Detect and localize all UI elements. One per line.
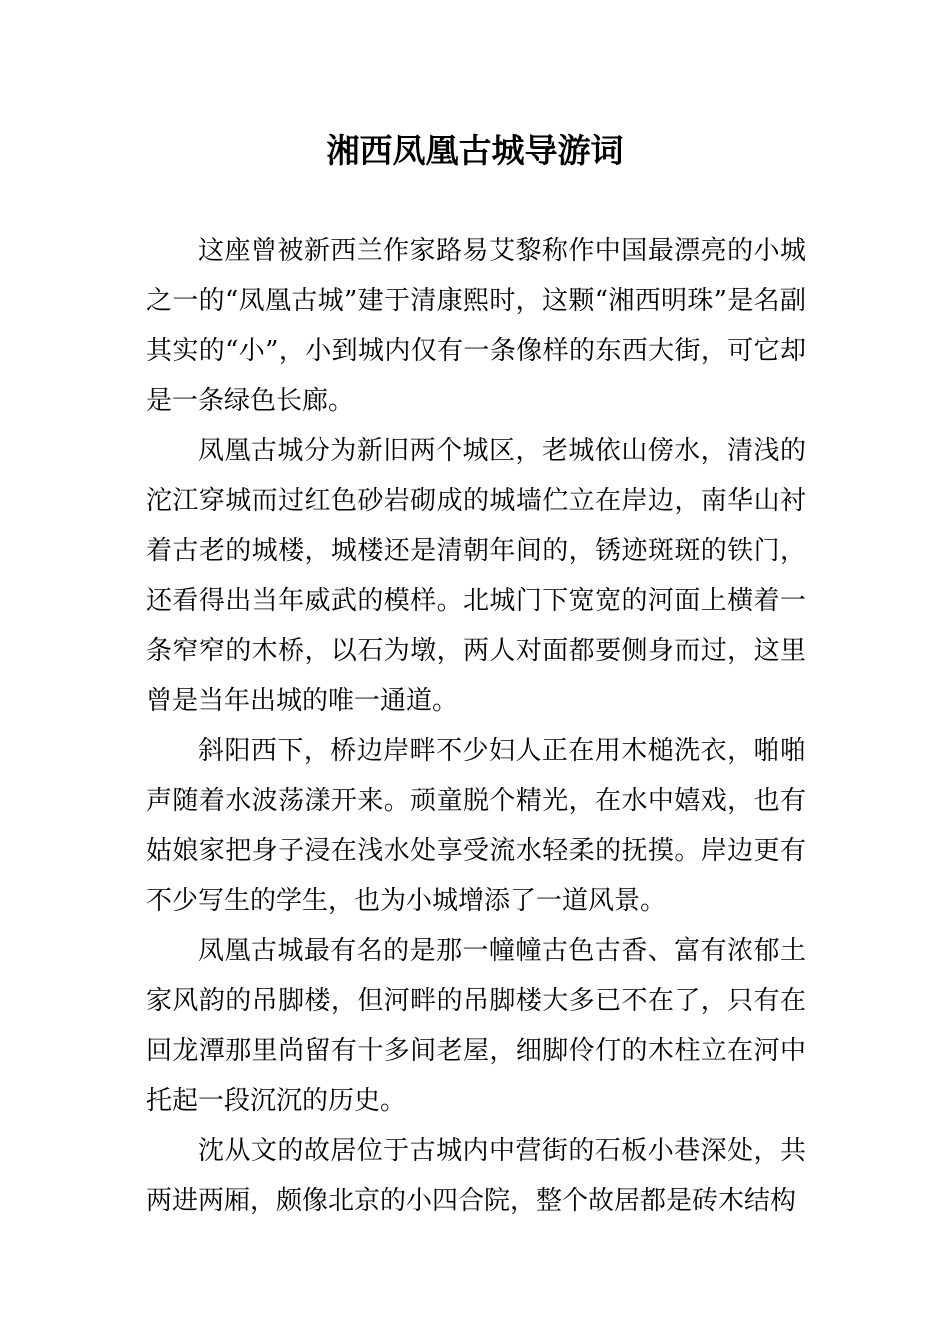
paragraph-3: 斜阳西下，桥边岸畔不少妇人正在用木槌洗衣，啪啪声随着水波荡漾开来。顽童脱个精光，在水中嬉戏，也有姑娘家把身子浸在浅水处享受流水轻柔的抚摸。岸边更有不少写生的学生，也为小城增添了一道风景。 (146, 736, 806, 916)
paragraph-2: 凤凰古城分为新旧两个城区，老城依山傍水，清浅的沱江穿城而过红色砂岩砌成的城墙伫立在岸边，南华山衬着古老的城楼，城楼还是清朝年间的，锈迹斑斑的铁门，还看得出当年威武的模样。北城门下宽宽的河面上横着一条窄窄的木桥，以石为墩，两人对面都要侧身而过，这里曾是当年出城的唯一通道。 (146, 436, 806, 716)
document-title: 湘西凤凰古城导游词 (326, 131, 624, 170)
document-body (146, 226, 806, 1226)
paragraph-1: 这座曾被新西兰作家路易艾黎称作中国最漂亮的小城之一的“凤凰古城”建于清康熙时，这颗“湘西明珠”是名副其实的“小”，小到城内仅有一条像样的东西大街，可它却是一条绿色长廊。 (146, 236, 806, 416)
paragraph-5: 沈从文的故居位于古城内中营街的石板小巷深处，共两进两厢，颇像北京的小四合院，整个故居都是砖木结构 (146, 1136, 806, 1216)
paragraph-4: 凤凰古城最有名的是那一幢幢古色古香、富有浓郁土家风韵的吊脚楼，但河畔的吊脚楼大多已不在了，只有在回龙潭那里尚留有十多间老屋，细脚伶仃的木柱立在河中托起一段沉沉的历史。 (146, 936, 806, 1116)
